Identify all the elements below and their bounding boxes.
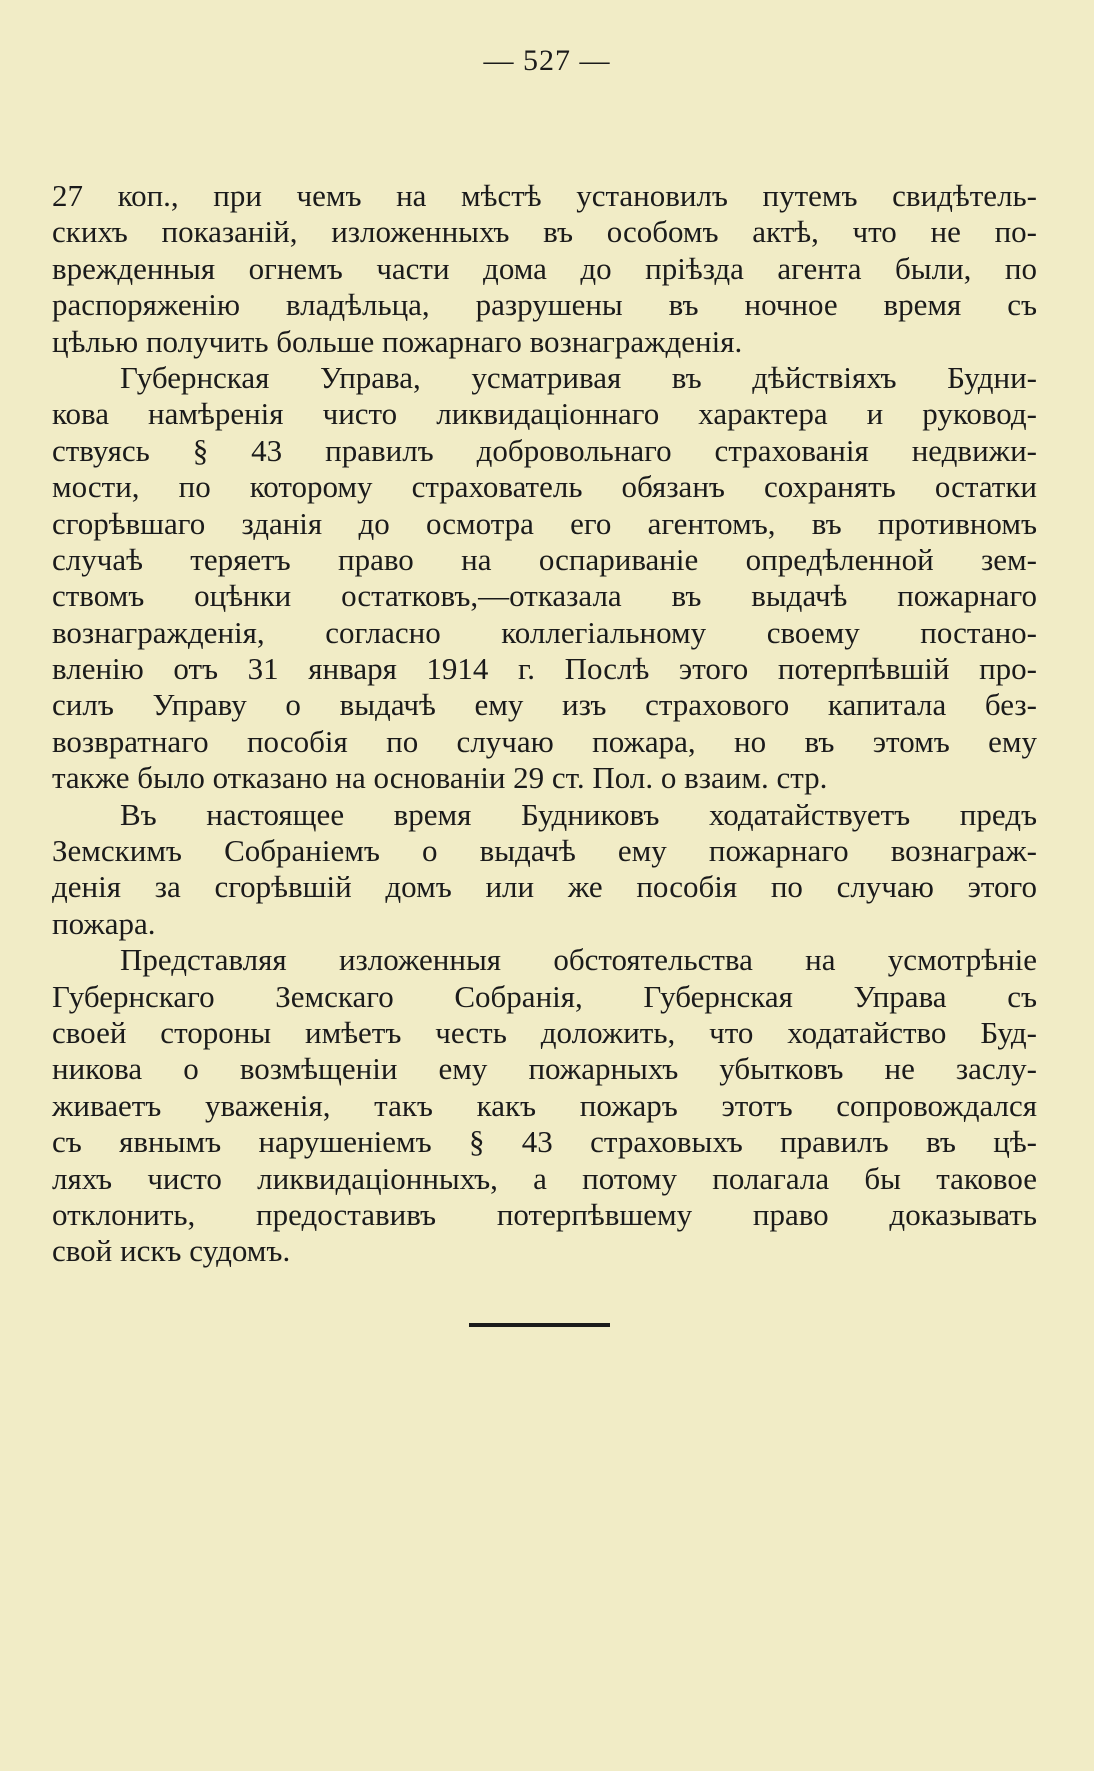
paragraph-start-line: Губернская Управа, усматривая въ дѣйствіяхъ Будни-	[120, 359, 1037, 395]
text-line: съ явнымъ нарушеніемъ § 43 страховыхъ правилъ въ цѣ-	[52, 1124, 1037, 1160]
text-line: 27 коп., при чемъ на мѣстѣ установилъ путемъ свидѣтель-	[52, 178, 1037, 213]
text-line: сгорѣвшаго зданія до осмотра его агентомъ, въ противномъ	[52, 505, 1037, 541]
text-line: вленію отъ 31 января 1914 г. Послѣ этого потерпѣвшій про-	[52, 651, 1037, 687]
body-text	[52, 178, 1037, 1270]
text-line: денія за сгорѣвшій домъ или же пособія по случаю этого	[52, 869, 1037, 905]
text-line: скихъ показаній, изложенныхъ въ особомъ актѣ, что не по-	[52, 214, 1037, 250]
paragraph-start-line: Представляя изложенныя обстоятельства на усмотрѣніе	[120, 942, 1037, 978]
text-line: ляхъ чисто ликвидаціонныхъ, а потому полагала бы таковое	[52, 1160, 1037, 1196]
text-line: отклонить, предоставивъ потерпѣвшему право доказывать	[52, 1196, 1037, 1232]
text-line: вознагражденія, согласно коллегіальному своему постано-	[52, 614, 1037, 650]
text-line: цѣлью получить больше пожарнаго вознагражденія.	[52, 323, 743, 359]
paragraph-start-line: Въ настоящее время Будниковъ ходатайствуетъ предъ	[120, 796, 1037, 832]
text-line: силъ Управу о выдачѣ ему изъ страхового капитала без-	[52, 687, 1037, 723]
text-line: возвратнаго пособія по случаю пожара, но въ этомъ ему	[52, 723, 1037, 759]
page-number: — 527 —	[483, 44, 611, 77]
text-line: случаѣ теряетъ право на оспариваніе опредѣленной зем-	[52, 541, 1037, 577]
text-line: своей стороны имѣетъ честь доложить, что ходатайство Буд-	[52, 1014, 1037, 1050]
text-line: ствуясь § 43 правилъ добровольнаго страхованія недвижи-	[52, 432, 1037, 468]
text-line: Губернскаго Земскаго Собранія, Губернская Управа съ	[52, 978, 1037, 1014]
text-line: мости, по которому страхователь обязанъ сохранять остатки	[52, 469, 1037, 505]
text-line: никова о возмѣщеніи ему пожарныхъ убытковъ не заслу-	[52, 1051, 1037, 1087]
text-line: свой искъ судомъ.	[52, 1233, 291, 1269]
text-line: ствомъ оцѣнки остатковъ,—отказала въ выдачѣ пожарнаго	[52, 578, 1037, 614]
text-line: пожара.	[52, 905, 156, 941]
text-line: живаетъ уваженія, такъ какъ пожаръ этотъ сопровождался	[52, 1087, 1037, 1123]
text-line: распоряженію владѣльца, разрушены въ ночное время съ	[52, 287, 1037, 323]
text-line: Земскимъ Собраніемъ о выдачѣ ему пожарнаго вознаграж-	[52, 833, 1037, 869]
text-line: врежденныя огнемъ части дома до пріѣзда агента были, по	[52, 250, 1037, 286]
text-line: также было отказано на основаніи 29 ст. Пол. о взаим. стр.	[52, 760, 828, 796]
section-divider-rule	[469, 1323, 610, 1327]
text-line: кова намѣренія чисто ликвидаціоннаго характера и руковод-	[52, 396, 1037, 432]
